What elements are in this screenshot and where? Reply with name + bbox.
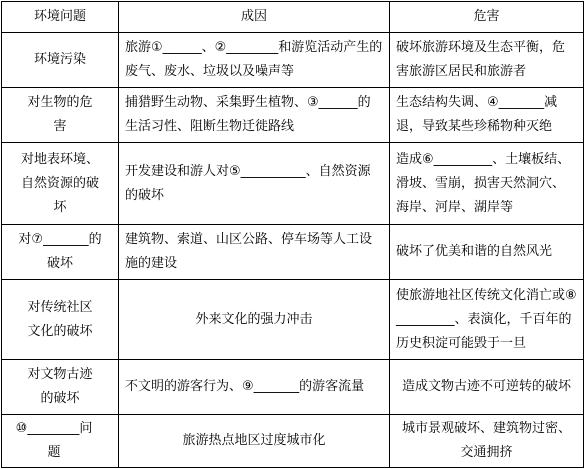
issue-cell: 对地表环境、自然资源的破坏 bbox=[2, 143, 119, 225]
issue-cell: 对文物古迹的破坏 bbox=[2, 360, 119, 415]
cause-cell: 不文明的游客行为、⑨_______的游客流量 bbox=[119, 360, 390, 415]
issue-cell: 对传统社区文化的破坏 bbox=[2, 280, 119, 360]
cause-cell: 旅游热点地区过度城市化 bbox=[119, 415, 390, 468]
table-row bbox=[2, 225, 584, 280]
cause-cell: 建筑物、索道、山区公路、停车场等人工设施的建设 bbox=[119, 225, 390, 280]
issue-cell: 对生物的危害 bbox=[2, 88, 119, 143]
header-issue: 环境问题 bbox=[2, 2, 119, 33]
table-row bbox=[2, 88, 584, 143]
table-row bbox=[2, 280, 584, 360]
header-harm: 危害 bbox=[390, 2, 584, 33]
header-cause: 成因 bbox=[119, 2, 390, 33]
issue-cell: ⑩________问题 bbox=[2, 415, 119, 468]
table-row bbox=[2, 143, 584, 225]
harm-cell: 造成文物古迹不可逆转的破坏 bbox=[390, 360, 584, 415]
issue-cell: 对⑦_______的破坏 bbox=[2, 225, 119, 280]
cause-cell: 外来文化的强力冲击 bbox=[119, 280, 390, 360]
harm-cell: 破坏旅游环境及生态平衡，危害旅游区居民和旅游者 bbox=[390, 33, 584, 88]
table-row bbox=[2, 415, 584, 468]
cause-cell: 旅游①______、②________和游览活动产生的废气、废水、垃圾以及噪声等 bbox=[119, 33, 390, 88]
cause-cell: 捕猎野生动物、采集野生植物、③______的生活习性、阻断生物迁徙路线 bbox=[119, 88, 390, 143]
table-row bbox=[2, 360, 584, 415]
environment-issues-table bbox=[1, 1, 584, 468]
harm-cell: 破坏了优美和谐的自然风光 bbox=[390, 225, 584, 280]
harm-cell: 使旅游地社区传统文化消亡或⑧_________、表演化，千百年的历史积淀可能毁于一旦 bbox=[390, 280, 584, 360]
harm-cell: 生态结构失调、④_______减退，导致某些珍稀物种灭绝 bbox=[390, 88, 584, 143]
cause-cell: 开发建设和游人对⑤__________、自然资源的破坏 bbox=[119, 143, 390, 225]
harm-cell: 城市景观破坏、建筑物过密、交通拥挤 bbox=[390, 415, 584, 468]
table-row bbox=[2, 33, 584, 88]
harm-cell: 造成⑥_________、土壤板结、滑坡、雪崩，损害天然洞穴、海岸、河岸、湖岸等 bbox=[390, 143, 584, 225]
table-header-row bbox=[2, 2, 584, 33]
issue-cell: 环境污染 bbox=[2, 33, 119, 88]
